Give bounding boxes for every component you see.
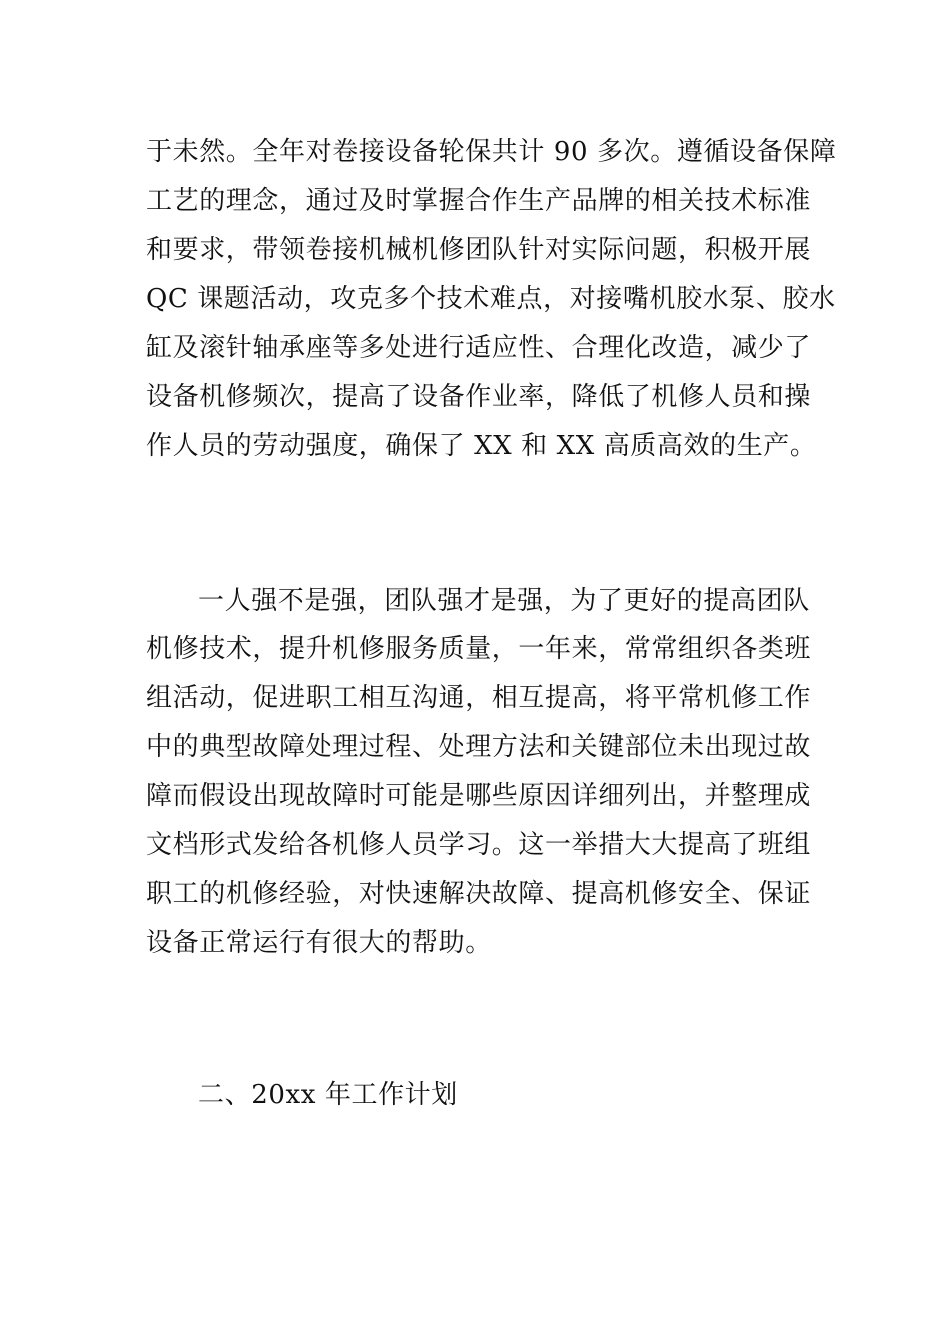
paragraph-line: QC 课题活动，攻克多个技术难点，对接嘴机胶水泵、胶水	[146, 284, 836, 314]
paragraph-line: 一人强不是强，团队强才是强，为了更好的提高团队	[198, 586, 810, 616]
paragraph-line: 于未然。全年对卷接设备轮保共计 90 多次。遵循设备保障	[146, 137, 837, 167]
paragraph-line: 设备正常运行有很大的帮助。	[146, 928, 492, 958]
paragraph-line: 作人员的劳动强度，确保了 XX 和 XX 高质高效的生产。	[146, 431, 817, 461]
paragraph-line: 文档形式发给各机修人员学习。这一举措大大提高了班组	[146, 830, 812, 860]
section-heading: 二、20xx 年工作计划	[198, 1080, 458, 1110]
paragraph-line: 障而假设出现故障时可能是哪些原因详细列出，并整理成	[146, 781, 812, 811]
paragraph-line: 工艺的理念，通过及时掌握合作生产品牌的相关技术标准	[146, 186, 812, 216]
paragraph-line: 职工的机修经验，对快速解决故障、提高机修安全、保证	[146, 879, 812, 909]
paragraph-line: 中的典型故障处理过程、处理方法和关键部位未出现过故	[146, 732, 812, 762]
paragraph-line: 设备机修频次，提高了设备作业率，降低了机修人员和操	[146, 382, 812, 412]
paragraph-line: 组活动，促进职工相互沟通，相互提高，将平常机修工作	[146, 683, 812, 713]
paragraph-line: 缸及滚针轴承座等多处进行适应性、合理化改造，减少了	[146, 333, 812, 363]
paragraph-line: 和要求，带领卷接机械机修团队针对实际问题，积极开展	[146, 235, 812, 265]
paragraph-line: 机修技术，提升机修服务质量，一年来，常常组织各类班	[146, 634, 812, 664]
